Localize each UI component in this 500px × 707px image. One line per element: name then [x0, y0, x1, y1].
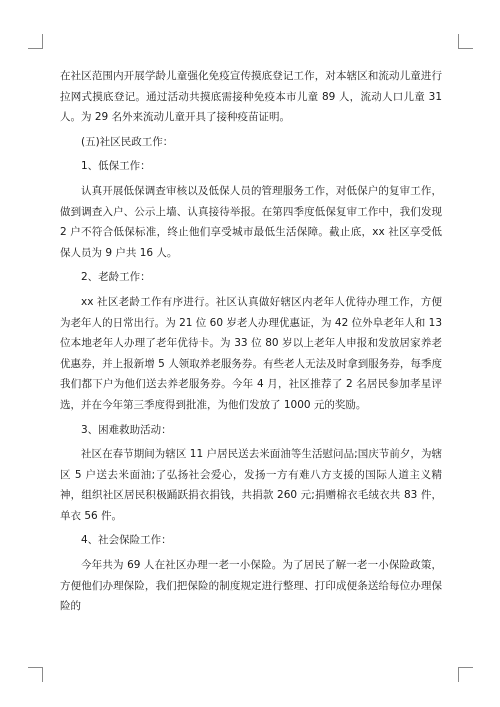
paragraph-immunization: 在社区范围内开展学龄儿童强化免疫宣传摸底登记工作，对本辖区和流动儿童进行拉网式摸底登记。通过活动共摸底需接种免疫本市儿童 89 人，流动人口儿童 31 人。为 29 名外来流动儿童开具了接种疫苗证明。	[60, 70, 442, 124]
paragraph-relief: 社区在春节期间为辖区 11 户居民送去米面油等生活慰问品;国庆节前夕，为辖区 5 户送去米面油;了弘扬社会爱心，发扬一方有难八方支援的国际人道主义精神，组织社区居民积极踊跃捐衣捐钱，共捐款 260 元;捐赠棉衣毛绒衣共 83 件，单衣 56 件。	[60, 448, 442, 522]
document-body	[60, 66, 442, 621]
subheading-relief: 3、困难救助活动：	[81, 423, 172, 436]
crop-mark-top-right	[458, 34, 473, 49]
section-heading-civil-affairs: (五)社区民政工作：	[81, 135, 174, 148]
paragraph-low-income: 认真开展低保调查审核以及低保人员的管理服务工作，对低保户的复审工作，做到调查入户、公示上墙、认真接待举报。在第四季度低保复审工作中，我们发现 2 户不符合低保标准，终止他们享受城市最低生活保障。截止底，xx 社区享受低保人员为 9 户共 16 人。	[60, 184, 442, 259]
crop-mark-bottom-right	[458, 667, 473, 682]
subheading-low-income: 1、低保工作：	[81, 160, 151, 173]
crop-mark-top-left	[28, 34, 43, 49]
paragraph-insurance: 今年共为 69 人在社区办理一老一小保险。为了居民了解一老一小保险政策，方便他们办理保险，我们把保险的制度规定进行整理、打印成便条送给每位办理保险的	[60, 559, 442, 613]
subheading-insurance: 4、社会保险工作：	[81, 534, 172, 547]
subheading-elderly: 2、老龄工作：	[81, 271, 151, 284]
crop-mark-bottom-left	[28, 667, 43, 682]
paragraph-elderly: xx 社区老龄工作有序进行。社区认真做好辖区内老年人优待办理工作，方便为老年人的日常出行。为 21 位 60 岁老人办理优惠证，为 42 位外阜老年人和 13 位本地老年人办理了老年优待卡。为 33 位 80 岁以上老年人申报和发放居家养老优惠券，并上报新增 5 人领取养老服务券。有些老人无法及时拿到服务券，每季度我们都下户为他们送去养老服务券。今年 4 月，社区推荐了 2 名居民参加孝星评选，并在今年第三季度得到批准，为他们发放了 1000 元的奖励。	[60, 295, 442, 411]
